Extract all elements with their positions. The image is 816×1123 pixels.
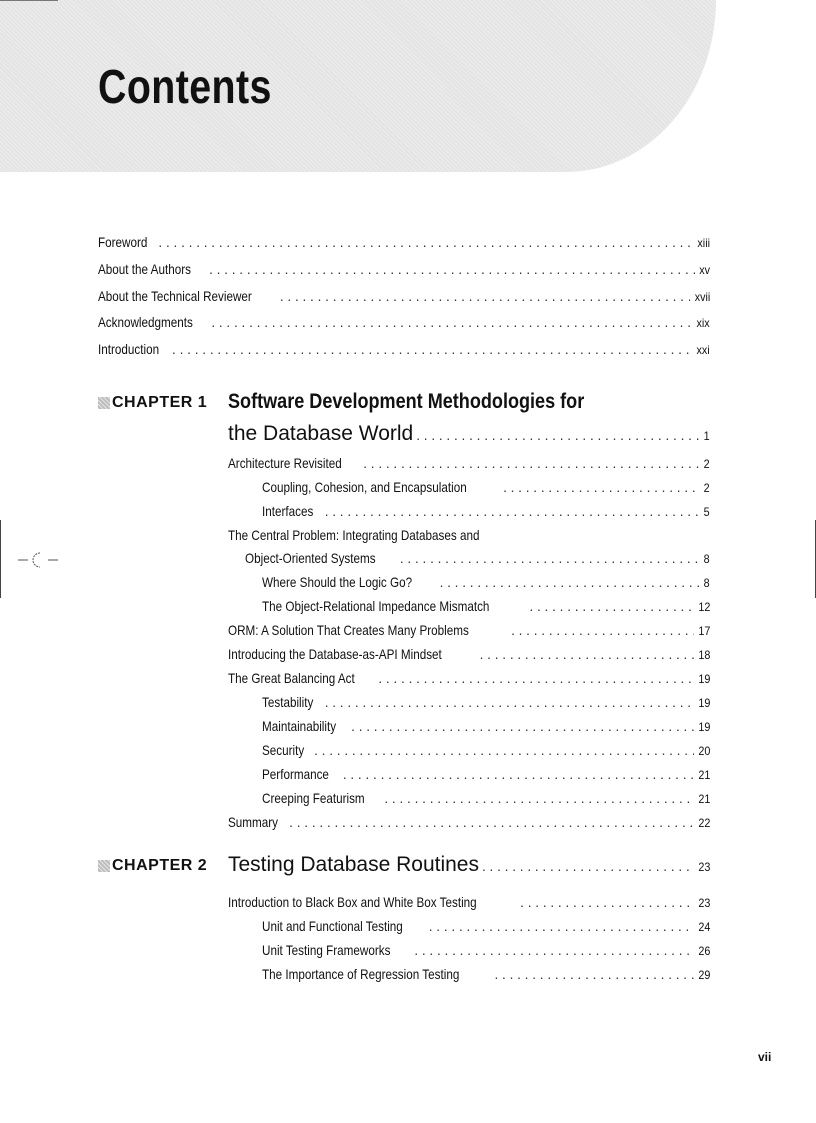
toc-entry-black-white-box[interactable] <box>228 894 710 912</box>
dot-leader <box>384 790 693 808</box>
toc-entry-page: 29 <box>697 968 710 982</box>
toc-entry-title: The Object-Relational Impedance Mismatch <box>262 599 490 614</box>
dot-leader <box>211 314 692 332</box>
toc-entry-orm[interactable] <box>228 622 710 640</box>
page-number: vii <box>758 1050 772 1064</box>
toc-entry-title: The Great Balancing Act <box>228 671 355 686</box>
dot-leader <box>158 234 693 252</box>
chapter-1-title-entry[interactable] <box>228 422 710 448</box>
toc-entry-page: xxi <box>696 343 710 357</box>
toc-entry-title: The Importance of Regression Testing <box>262 967 460 982</box>
toc-entry-page: xix <box>696 316 710 330</box>
toc-entry-page: 5 <box>703 505 710 519</box>
dot-leader <box>314 742 694 760</box>
toc-entry-coupling[interactable] <box>262 479 710 497</box>
toc-entry-title: Introducing the Database-as-API Mindset <box>228 647 442 662</box>
toc-entry-title: Acknowledgments <box>98 315 193 330</box>
toc-entry-title: Testability <box>262 695 314 710</box>
toc-entry-summary[interactable] <box>228 814 710 832</box>
toc-entry-title: Object-Oriented Systems <box>245 551 376 566</box>
toc-entry-page: 18 <box>697 648 710 662</box>
toc-entry-page: 20 <box>697 744 710 758</box>
toc-entry-database-as-api[interactable] <box>228 646 710 664</box>
toc-entry-page: 8 <box>703 576 710 590</box>
toc-entry-title: The Central Problem: Integrating Databases and <box>228 528 480 543</box>
dot-leader <box>440 574 701 592</box>
toc-entry-title: Security <box>262 743 305 758</box>
left-crop-line <box>0 520 1 598</box>
toc-entry-title: Unit Testing Frameworks <box>262 943 391 958</box>
toc-entry-page: 24 <box>697 920 710 934</box>
corner-crop-line <box>0 0 58 1</box>
toc-entry-title: Creeping Featurism <box>262 791 365 806</box>
chapter-marker-icon <box>98 397 110 409</box>
dot-leader <box>400 550 700 568</box>
toc-entry-unit-functional[interactable] <box>262 918 710 936</box>
toc-entry-title: Maintainability <box>262 719 337 734</box>
chapter-2-label <box>98 857 207 875</box>
registration-mark-icon <box>18 550 58 570</box>
toc-entry-title: Architecture Revisited <box>228 456 342 471</box>
chapter-1-page: 1 <box>703 429 710 443</box>
dot-leader <box>289 814 693 832</box>
dot-leader <box>494 966 693 984</box>
dot-leader <box>416 424 700 448</box>
toc-entry-page: 21 <box>697 768 710 782</box>
toc-entry-foreword[interactable] <box>98 234 710 252</box>
dot-leader <box>172 341 692 359</box>
toc-entry-testability[interactable] <box>262 694 710 712</box>
dot-leader <box>363 455 700 473</box>
dot-leader <box>280 288 690 306</box>
toc-entry-page: xvii <box>694 290 710 304</box>
chapter-1-title-line1: Software Development Methodologies for <box>228 390 585 413</box>
dot-leader <box>343 766 694 784</box>
chapter-label-text: CHAPTER 1 <box>112 394 208 411</box>
toc-entry-acknowledgments[interactable] <box>98 314 710 332</box>
toc-entry-page: 2 <box>703 457 710 471</box>
toc-entry-title: Introduction to Black Box and White Box Testing <box>228 895 477 910</box>
toc-entry-title: Where Should the Logic Go? <box>262 575 413 590</box>
chapter-2-title: Testing Database Routines <box>228 853 479 876</box>
toc-entry-page: 21 <box>697 792 710 806</box>
toc-entry-security[interactable] <box>262 742 710 760</box>
toc-entry-balancing-act[interactable] <box>228 670 710 688</box>
dot-leader <box>351 718 694 736</box>
toc-entry-title: Coupling, Cohesion, and Encapsulation <box>262 480 467 495</box>
chapter-marker-icon <box>98 860 110 872</box>
toc-entry-page: 19 <box>697 720 710 734</box>
toc-entry-central-problem[interactable] <box>228 527 710 545</box>
toc-entry-title: About the Technical Reviewer <box>98 289 252 304</box>
toc-entry-page: xv <box>699 263 710 277</box>
chapter-2-page: 23 <box>697 860 710 874</box>
dot-leader <box>480 646 694 664</box>
toc-entry-title: About the Authors <box>98 262 191 277</box>
toc-entry-title: Introduction <box>98 342 160 357</box>
chapter-2-title-entry[interactable] <box>228 853 710 879</box>
toc-entry-logic[interactable] <box>262 574 710 592</box>
dot-leader <box>209 261 695 279</box>
toc-entry-architecture-revisited[interactable] <box>228 455 710 473</box>
toc-entry-page: 23 <box>697 896 710 910</box>
dot-leader <box>520 894 693 912</box>
page-title: Contents <box>98 61 272 114</box>
dot-leader <box>482 855 694 879</box>
toc-entry-impedance[interactable] <box>262 598 710 616</box>
toc-entry-title: Performance <box>262 767 329 782</box>
toc-entry-technical-reviewer[interactable] <box>98 288 710 306</box>
toc-entry-frameworks[interactable] <box>262 942 710 960</box>
dot-leader <box>529 598 693 616</box>
toc-entry-creeping-featurism[interactable] <box>262 790 710 808</box>
toc-entry-regression[interactable] <box>262 966 710 984</box>
toc-entry-page: 17 <box>697 624 710 638</box>
dot-leader <box>414 942 693 960</box>
toc-entry-oo-systems[interactable] <box>245 550 710 568</box>
toc-entry-page: 8 <box>703 552 710 566</box>
toc-entry-page: 19 <box>697 696 710 710</box>
chapter-1-label <box>98 394 207 412</box>
toc-entry-page: 19 <box>697 672 710 686</box>
dot-leader <box>429 918 694 936</box>
toc-entry-title: Foreword <box>98 235 148 250</box>
toc-entry-title: Summary <box>228 815 279 830</box>
chapter-label-text: CHAPTER 2 <box>112 857 208 874</box>
dot-leader <box>378 670 693 688</box>
toc-entry-title: ORM: A Solution That Creates Many Problems <box>228 623 469 638</box>
toc-entry-title: Interfaces <box>262 504 314 519</box>
dot-leader <box>325 694 694 712</box>
toc-entry-performance[interactable] <box>262 766 710 784</box>
toc-entry-interfaces[interactable] <box>262 503 710 521</box>
toc-entry-about-authors[interactable] <box>98 261 710 279</box>
toc-entry-title: Unit and Functional Testing <box>262 919 403 934</box>
dot-leader <box>503 479 700 497</box>
toc-entry-page: 2 <box>703 481 710 495</box>
dot-leader <box>325 503 701 521</box>
toc-entry-page: 26 <box>697 944 710 958</box>
toc-entry-maintainability[interactable] <box>262 718 710 736</box>
toc-entry-page: 12 <box>697 600 710 614</box>
toc-entry-page: 22 <box>697 816 710 830</box>
dot-leader <box>511 622 694 640</box>
toc-entry-page: xiii <box>697 236 710 250</box>
chapter-1-title-line2: the Database World <box>228 422 414 445</box>
toc-entry-introduction[interactable] <box>98 341 710 359</box>
